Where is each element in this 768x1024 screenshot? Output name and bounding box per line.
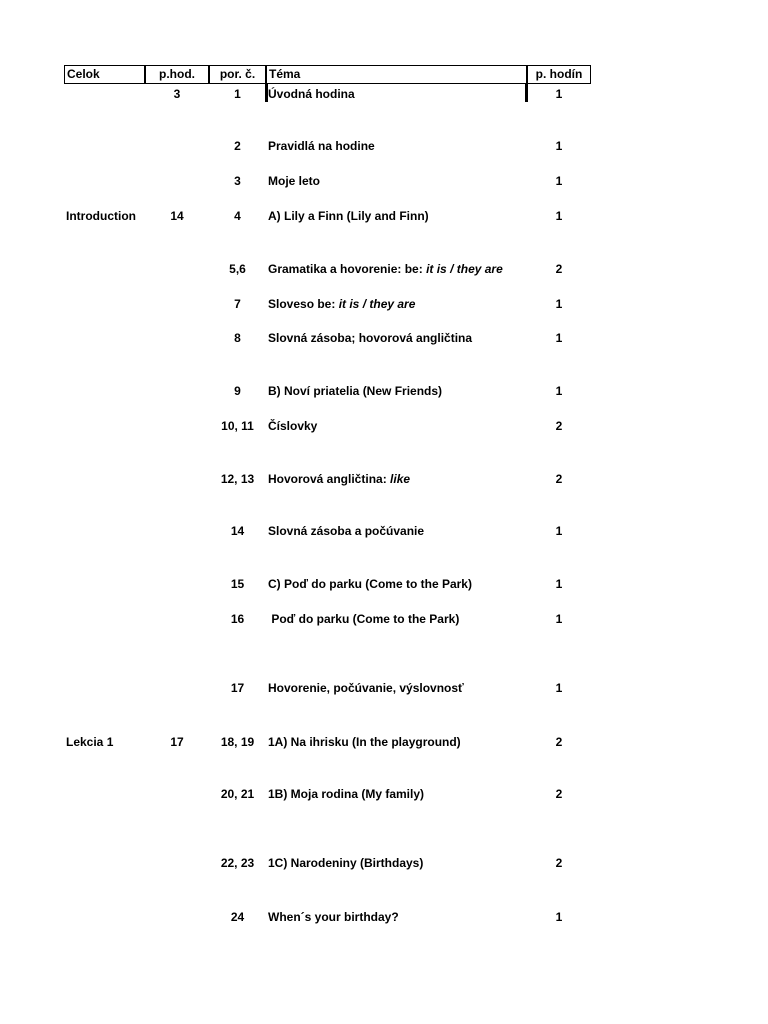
cell-tema-text: Slovná zásoba; hovorová angličtina: [268, 331, 473, 345]
table-row: [0, 418, 768, 434]
cell-por-text: 15: [230, 577, 245, 591]
cell-por-text: 2: [234, 139, 241, 153]
cell-por-text: 14: [230, 524, 245, 538]
cell-por: [209, 383, 266, 399]
cell-tema-text: 1B) Moja rodina (My family): [268, 787, 425, 801]
cell-por: [209, 855, 266, 871]
cell-por: [209, 330, 266, 346]
cell-tema-text: Pravidlá na hodine: [268, 139, 375, 153]
header-por: por. č.: [209, 65, 266, 84]
cell-por-text: 3: [234, 174, 241, 188]
table-row: [0, 138, 768, 154]
table-row: [0, 208, 768, 224]
table-row: [0, 86, 768, 102]
cell-por-text: 22, 23: [220, 856, 255, 870]
cell-por: [209, 909, 266, 925]
cell-por: [209, 418, 266, 434]
cell-tema: [268, 330, 472, 346]
cell-phod: [145, 86, 209, 102]
cell-por-text: 10, 11: [221, 419, 254, 433]
table-row: [0, 611, 768, 627]
cell-phod-text: 17: [170, 735, 184, 749]
cell-tema-text: A) Lily a Finn (Lily and Finn): [268, 209, 429, 223]
cell-phodin: [527, 523, 591, 539]
cell-phodin-text: 2: [555, 787, 563, 801]
cell-phod-text: 3: [173, 87, 181, 101]
cell-por-text: 1: [234, 87, 241, 101]
cell-tema: [268, 418, 317, 434]
cell-phodin: [527, 418, 591, 434]
cell-por: [209, 680, 266, 696]
table-row: [0, 576, 768, 592]
cell-celok-text: Lekcia 1: [66, 735, 114, 749]
cell-por-text: 7: [234, 297, 241, 311]
cell-por: [209, 208, 266, 224]
cell-tema-text: Hovorenie, počúvanie, výslovnosť: [268, 681, 464, 695]
table-row: [0, 786, 768, 802]
header-phodin: p. hodín: [527, 65, 591, 84]
cell-tema-text: Moje leto: [268, 174, 321, 188]
table-row: [0, 855, 768, 871]
cell-tema-text: Číslovky: [268, 419, 318, 433]
cell-tema: [268, 576, 472, 592]
cell-phodin: [527, 383, 591, 399]
header-phod: p.hod.: [145, 65, 209, 84]
cell-celok: [66, 208, 136, 224]
cell-phodin: [527, 208, 591, 224]
cell-phod: [145, 734, 209, 750]
cell-phodin-text: 2: [555, 262, 563, 276]
cell-tema: [268, 208, 429, 224]
cell-por: [209, 523, 266, 539]
cell-phodin-text: 1: [555, 612, 563, 626]
cell-por: [209, 734, 266, 750]
cell-por-text: 12, 13: [220, 472, 255, 486]
table-row: [0, 296, 768, 312]
cell-phod: [145, 208, 209, 224]
cell-tema-text: When´s your birthday?: [268, 910, 399, 924]
cell-tema: [268, 261, 503, 277]
cell-tema: [268, 909, 399, 925]
table-row: [0, 383, 768, 399]
cell-tema-text: Hovorová angličtina:: [268, 472, 391, 486]
cell-tema: [268, 786, 424, 802]
cell-tema-text: Slovná zásoba a počúvanie: [268, 524, 425, 538]
cell-phodin-text: 2: [555, 735, 563, 749]
cell-phodin: [527, 909, 591, 925]
cell-por-text: 4: [234, 209, 241, 223]
cell-tema: [268, 855, 423, 871]
cell-tema-italic: it is / they are: [426, 262, 503, 276]
cell-tema: [268, 471, 410, 487]
cell-phodin-text: 1: [555, 174, 563, 188]
header-celok: Celok: [64, 65, 145, 84]
cell-tema: [268, 383, 442, 399]
cell-phodin: [527, 680, 591, 696]
cell-tema-text: C) Poď do parku (Come to the Park): [268, 577, 472, 591]
cell-por: [209, 173, 266, 189]
cell-phodin: [527, 576, 591, 592]
table-row: [0, 680, 768, 696]
cell-phodin: [527, 173, 591, 189]
cell-tema-italic: like: [390, 472, 411, 486]
cell-phodin: [527, 734, 591, 750]
cell-tema: [268, 680, 464, 696]
cell-phodin: [527, 855, 591, 871]
cell-por-text: 24: [230, 910, 245, 924]
cell-tema: [268, 611, 459, 627]
cell-tema: [268, 86, 355, 102]
cell-por-text: 9: [234, 384, 241, 398]
cell-phodin-text: 2: [555, 472, 563, 486]
cell-phodin: [527, 786, 591, 802]
cell-tema: [268, 296, 415, 312]
cell-por-text: 5,6: [229, 262, 246, 276]
cell-tema: [268, 523, 424, 539]
cell-por-text: 17: [230, 681, 245, 695]
table-row: [0, 909, 768, 925]
cell-por-text: 8: [234, 331, 241, 345]
cell-phodin: [527, 138, 591, 154]
cell-phodin-text: 1: [555, 910, 563, 924]
cell-phodin-text: 1: [555, 297, 563, 311]
cell-tema: [268, 138, 375, 154]
cell-phodin-text: 2: [555, 856, 563, 870]
cell-phodin-text: 1: [555, 524, 563, 538]
cell-phodin-text: 2: [555, 419, 563, 433]
table-row: [0, 471, 768, 487]
cell-phodin: [527, 471, 591, 487]
cell-por: [209, 86, 266, 102]
cell-tema-text: Gramatika a hovorenie: be:: [268, 262, 427, 276]
cell-tema-italic: it is / they are: [338, 297, 416, 311]
cell-por-text: 18, 19: [220, 735, 255, 749]
cell-por: [209, 786, 266, 802]
cell-phodin-text: 1: [555, 384, 563, 398]
cell-por-text: 16: [230, 612, 245, 626]
table-row: [0, 330, 768, 346]
cell-tema: [268, 173, 320, 189]
cell-por: [209, 138, 266, 154]
cell-phodin: [527, 86, 591, 102]
cell-tema-text: 1A) Na ihrisku (In the playground): [268, 735, 461, 749]
cell-celok-text: Introduction: [66, 209, 136, 223]
cell-por: [209, 576, 266, 592]
cell-por: [209, 261, 266, 277]
cell-phodin: [527, 330, 591, 346]
cell-phodin-text: 1: [555, 139, 563, 153]
cell-phodin-text: 1: [555, 577, 563, 591]
cell-tema-text: 1C) Narodeniny (Birthdays): [268, 856, 424, 870]
cell-tema-text: Poď do parku (Come to the Park): [268, 612, 460, 626]
cell-phodin: [527, 261, 591, 277]
cell-phodin-text: 1: [555, 87, 563, 101]
header-tema: Téma: [266, 65, 527, 84]
cell-phod-text: 14: [170, 209, 184, 223]
cell-phodin-text: 1: [555, 681, 563, 695]
cell-tema-text: Úvodná hodina: [268, 87, 355, 101]
cell-tema: [268, 734, 461, 750]
cell-por-text: 20, 21: [220, 787, 255, 801]
cell-por: [209, 471, 266, 487]
cell-por: [209, 296, 266, 312]
table-row: [0, 523, 768, 539]
cell-tema-text: Sloveso be:: [268, 297, 339, 311]
cell-phodin: [527, 611, 591, 627]
cell-tema-text: B) Noví priatelia (New Friends): [268, 384, 443, 398]
table-row: [0, 173, 768, 189]
table-row: [0, 261, 768, 277]
cell-phodin-text: 1: [555, 209, 563, 223]
cell-por: [209, 611, 266, 627]
table-row: [0, 734, 768, 750]
cell-celok: [66, 734, 113, 750]
cell-phodin: [527, 296, 591, 312]
cell-phodin-text: 1: [555, 331, 563, 345]
